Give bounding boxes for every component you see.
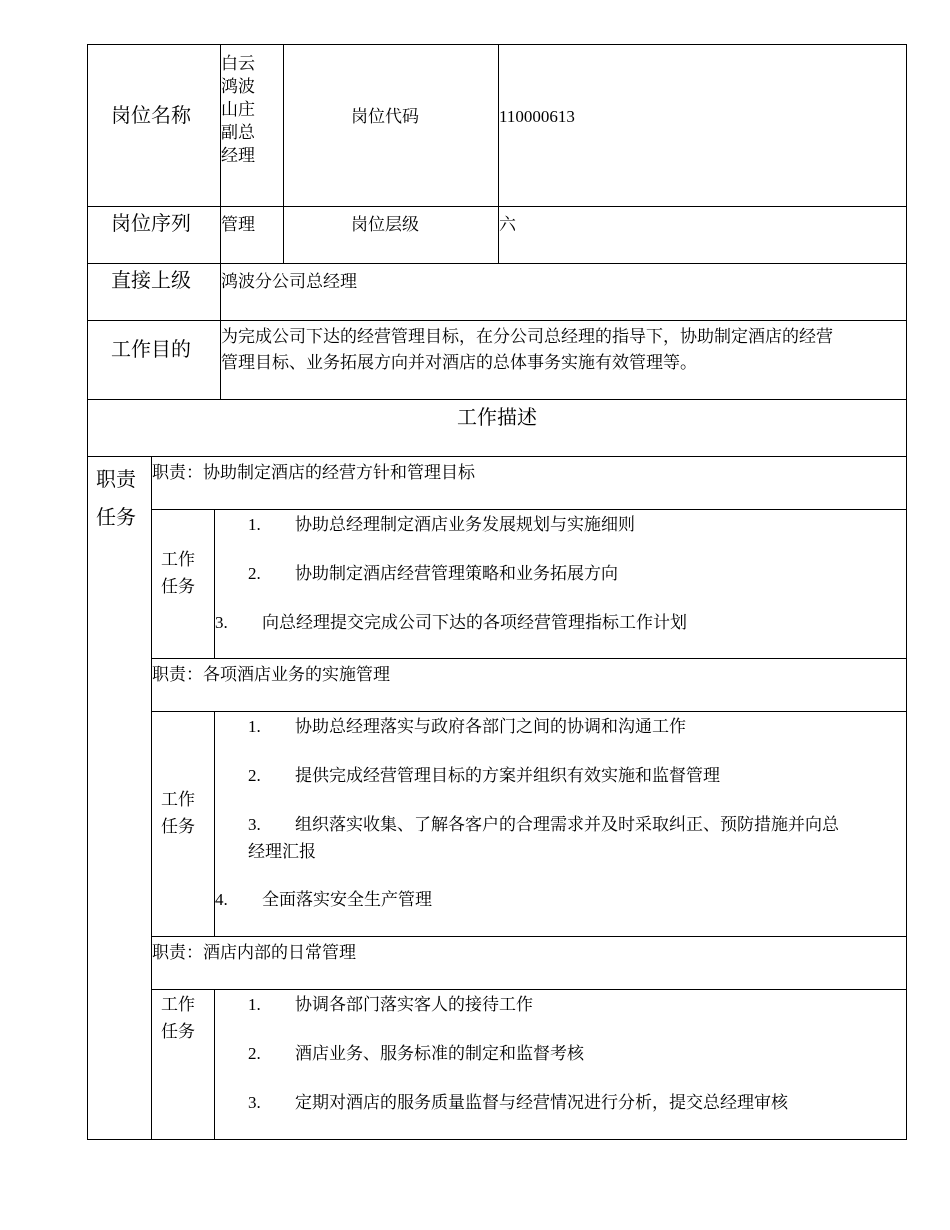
row-divider — [151, 711, 907, 712]
task-number: 2. — [248, 1044, 261, 1063]
task-label: 任务 — [161, 817, 195, 836]
duty-side-label: 任务 — [96, 507, 136, 529]
duty-title: 职责：协助制定酒店的经营方针和管理目标 — [152, 463, 475, 482]
task-number: 1. — [248, 717, 261, 736]
col-divider — [214, 989, 215, 1140]
task-number: 2. — [248, 766, 261, 785]
task-number: 3. — [248, 815, 261, 834]
post-level-label: 岗位层级 — [351, 215, 419, 234]
row-divider — [87, 263, 907, 264]
purpose-line: 为完成公司下达的经营管理目标，在分公司总经理的指导下，协助制定酒店的经营 — [221, 327, 833, 346]
task-text: 协助总经理制定酒店业务发展规划与实施细则 — [295, 515, 635, 534]
task-number: 2. — [248, 564, 261, 583]
task-text: 定期对酒店的服务质量监督与经营情况进行分析，提交总经理审核 — [295, 1093, 788, 1112]
task-number: 3. — [248, 1093, 261, 1112]
row-divider — [87, 399, 907, 400]
post-sequence-value: 管理 — [221, 215, 255, 234]
task-text-continuation: 经理汇报 — [248, 842, 316, 861]
post-code-value: 110000613 — [499, 107, 575, 126]
col-divider — [283, 44, 284, 264]
supervisor-label: 直接上级 — [111, 270, 191, 292]
task-text: 协助制定酒店经营管理策略和业务拓展方向 — [295, 564, 618, 583]
purpose-line: 管理目标、业务拓展方向并对酒店的总体事务实施有效管理等。 — [221, 353, 697, 372]
row-divider — [151, 989, 907, 990]
task-number: 4. — [215, 890, 228, 909]
task-label: 工作 — [161, 995, 195, 1014]
row-divider — [87, 206, 907, 207]
row-divider — [151, 658, 907, 659]
task-text: 酒店业务、服务标准的制定和监督考核 — [295, 1044, 584, 1063]
col-divider — [151, 456, 152, 1140]
task-number: 1. — [248, 995, 261, 1014]
post-sequence-label: 岗位序列 — [111, 213, 191, 235]
task-text: 协调各部门落实客人的接待工作 — [295, 995, 533, 1014]
purpose-label: 工作目的 — [111, 339, 191, 361]
row-divider — [151, 509, 907, 510]
task-text: 组织落实收集、了解各客户的合理需求并及时采取纠正、预防措施并向总 — [295, 815, 839, 834]
post-name-label: 岗位名称 — [111, 105, 191, 127]
task-number: 3. — [215, 613, 228, 632]
supervisor-value: 鸿波分公司总经理 — [221, 272, 357, 291]
row-divider — [151, 936, 907, 937]
task-text: 向总经理提交完成公司下达的各项经营管理指标工作计划 — [262, 613, 687, 632]
row-divider — [87, 320, 907, 321]
post-name-value: 白云 鸿波 山庄 副总 经理 — [221, 54, 255, 165]
task-label: 任务 — [161, 577, 195, 596]
task-text: 协助总经理落实与政府各部门之间的协调和沟通工作 — [295, 717, 686, 736]
duty-title: 职责：酒店内部的日常管理 — [152, 943, 356, 962]
task-label: 任务 — [161, 1022, 195, 1041]
description-title: 工作描述 — [457, 407, 537, 429]
post-level-value: 六 — [499, 215, 516, 234]
duty-title: 职责：各项酒店业务的实施管理 — [152, 665, 390, 684]
job-table — [87, 44, 907, 1140]
task-number: 1. — [248, 515, 261, 534]
task-text: 全面落实安全生产管理 — [262, 890, 432, 909]
post-code-label: 岗位代码 — [351, 107, 419, 126]
task-text: 提供完成经营管理目标的方案并组织有效实施和监督管理 — [295, 766, 720, 785]
task-label: 工作 — [161, 790, 195, 809]
col-divider — [214, 509, 215, 659]
task-label: 工作 — [161, 550, 195, 569]
row-divider — [87, 456, 907, 457]
duty-side-label: 职责 — [96, 469, 136, 491]
